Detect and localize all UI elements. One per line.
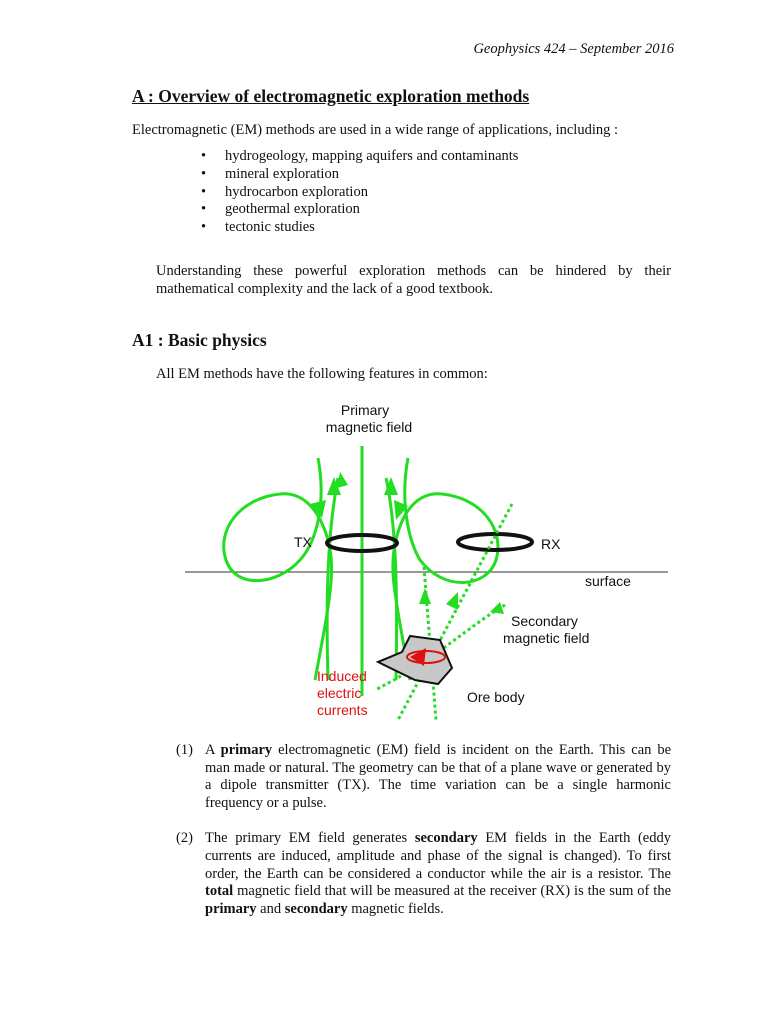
ore-body-label: Ore body xyxy=(467,689,525,705)
list-item-text: hydrogeology, mapping aquifers and contaminants xyxy=(225,148,519,164)
bullet-icon: • xyxy=(201,165,207,182)
list-item-text: hydrocarbon exploration xyxy=(225,183,368,200)
induced-currents-label-line1: Induced xyxy=(317,668,367,684)
features-list xyxy=(176,742,671,936)
section-a-title: A : Overview of electromagnetic exploration methods xyxy=(132,86,530,106)
surface-label: surface xyxy=(585,573,631,589)
induced-currents-label-line3: currents xyxy=(317,702,368,718)
intro-paragraph: Electromagnetic (EM) methods are used in a wide range of applications, including : xyxy=(132,122,618,138)
feature-bold-term: primary xyxy=(220,742,273,758)
tx-label: TX xyxy=(294,534,312,550)
applications-list xyxy=(188,148,518,237)
feature-text: electromagnetic (EM) field is incident on the Earth. This can be man made or natural. The geometry can be that of a plane wave or generated by a dipole transmitter (TX). The time variation can be a single harmonic frequency or a pulse. xyxy=(205,742,672,811)
bullet-icon: • xyxy=(201,201,207,218)
list-item-text: mineral exploration xyxy=(225,165,339,182)
rx-label: RX xyxy=(541,536,561,552)
understanding-paragraph: Understanding these powerful exploration methods can be hindered by their mathematical complexity and the lack of a good textbook. xyxy=(156,263,671,297)
feature-text: magnetic field that will be measured at the receiver (RX) is the sum of the xyxy=(233,883,671,900)
feature-item xyxy=(176,742,671,812)
a1-lead-paragraph: All EM methods have the following features in common: xyxy=(156,366,488,382)
primary-field-lines xyxy=(224,446,498,696)
secondary-field-label-line2: magnetic field xyxy=(503,630,590,646)
page-header-course: Geophysics 424 – September 2016 xyxy=(473,41,674,57)
feature-bold-term: total xyxy=(205,883,234,900)
list-item xyxy=(188,166,518,184)
primary-field-arrows xyxy=(310,472,408,520)
feature-text: The primary EM field generates xyxy=(205,830,415,847)
list-item xyxy=(188,219,518,237)
feature-bold-term: primary xyxy=(205,900,257,917)
feature-number: (1) xyxy=(176,742,193,758)
feature-text: and xyxy=(256,900,285,917)
bullet-icon: • xyxy=(201,148,207,164)
em-method-diagram xyxy=(0,390,768,730)
list-item xyxy=(188,148,518,166)
list-item xyxy=(188,201,518,219)
feature-item xyxy=(176,830,671,918)
primary-field-label-line2: magnetic field xyxy=(325,419,413,435)
list-item xyxy=(188,184,518,202)
feature-text: A xyxy=(205,742,221,758)
bullet-icon: • xyxy=(201,183,207,200)
induced-currents-label-line2: electric xyxy=(317,685,362,701)
list-item-text: tectonic studies xyxy=(225,219,315,236)
feature-bold-term: secondary xyxy=(284,900,348,917)
secondary-field-label-line1: Secondary xyxy=(511,613,578,629)
feature-bold-term: secondary xyxy=(414,830,478,847)
list-item-text: geothermal exploration xyxy=(225,201,360,218)
primary-field-label-line1: Primary xyxy=(340,402,390,418)
feature-text: EM fields in the Earth (eddy currents are induced, amplitude and phase of the signal is changed). To first order, the Earth can be considered a conductor while the air is a resistor. The xyxy=(205,830,671,882)
section-a1-title: A1 : Basic physics xyxy=(132,330,267,350)
feature-text: magnetic fields. xyxy=(347,900,444,917)
bullet-icon: • xyxy=(201,219,207,236)
feature-number: (2) xyxy=(176,830,193,847)
